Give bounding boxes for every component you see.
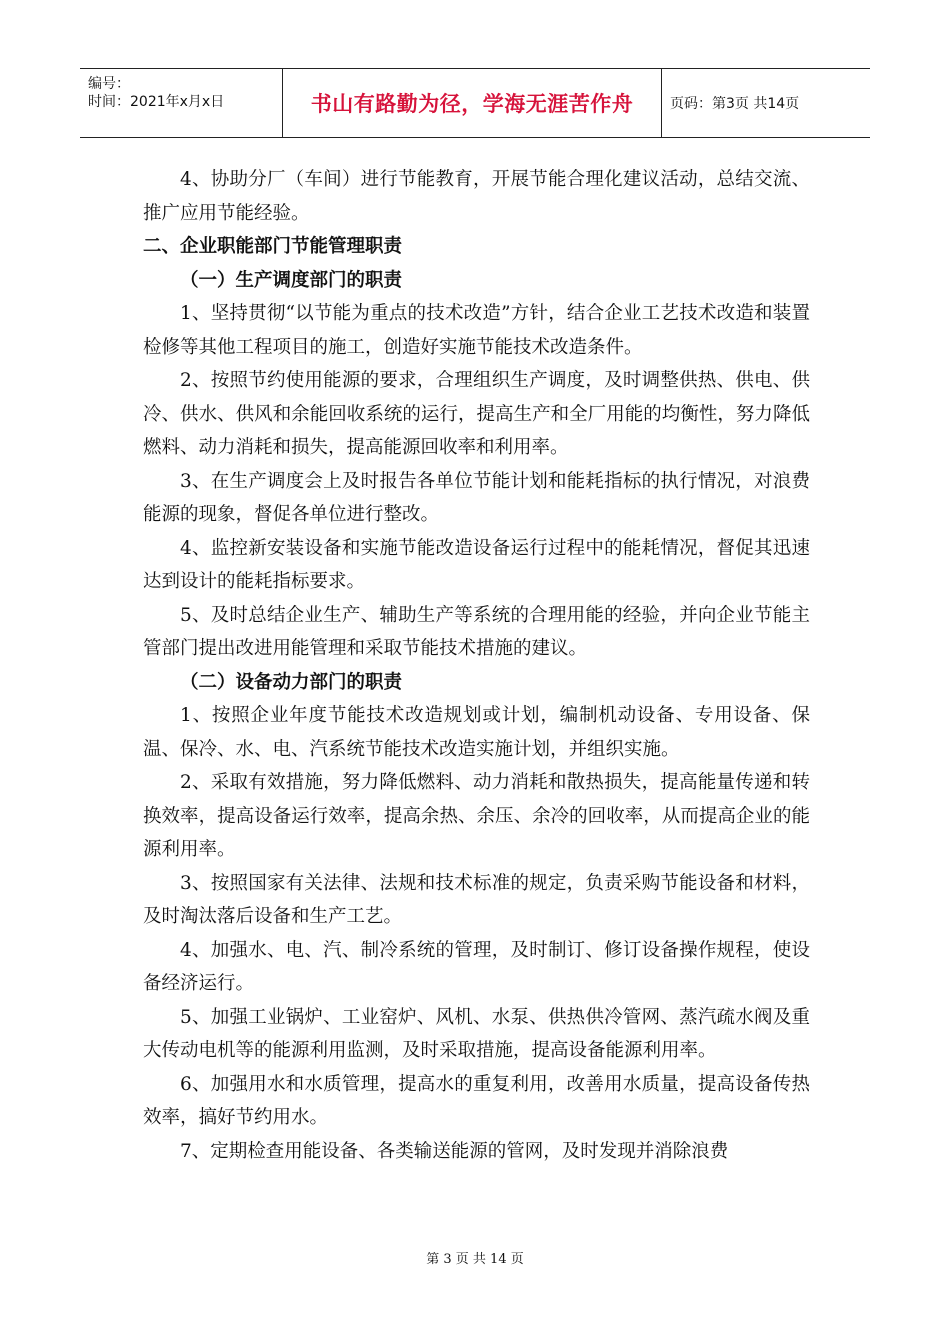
document-number-label: 编号： (88, 76, 130, 92)
paragraph: 5、及时总结企业生产、辅助生产等系统的合理用能的经验，并向企业节能主管部门提出改进用能管理和采取节能技术措施的建议。 (143, 604, 810, 659)
paragraph: 1、坚持贯彻“以节能为重点的技术改造”方针，结合企业工艺技术改造和装置检修等其他工程项目的施工，创造好实施节能技术改造条件。 (143, 303, 810, 358)
subsection-heading: （二）设备动力部门的职责 (180, 671, 403, 693)
header-motto: 书山有路勤为径，学海无涯苦作舟 (310, 92, 634, 116)
paragraph: 3、在生产调度会上及时报告各单位节能计划和能耗指标的执行情况，对浪费能源的现象，督促各单位进行整改。 (143, 470, 810, 525)
paragraph: 4、监控新安装设备和实施节能改造设备运行过程中的能耗情况，督促其迅速达到设计的能耗指标要求。 (143, 537, 810, 592)
header-page-info: 页码：第3页 共14页 (670, 96, 800, 112)
paragraph: 7、定期检查用能设备、各类输送能源的管网，及时发现并消除浪费 (180, 1140, 729, 1162)
section-heading: 二、企业职能部门节能管理职责 (143, 236, 403, 257)
page-footer: 第 3 页 共 14 页 (426, 1252, 524, 1267)
document-body (143, 163, 810, 1168)
paragraph: 6、加强用水和水质管理，提高水的重复利用，改善用水质量，提高设备传热效率，搞好节约用水。 (143, 1073, 810, 1128)
header-meta-cell (80, 69, 283, 137)
header-motto-cell (283, 69, 662, 137)
paragraph: 3、按照国家有关法律、法规和技术标准的规定，负责采购节能设备和材料，及时淘汰落后设备和生产工艺。 (143, 872, 810, 927)
paragraph: 4、协助分厂（车间）进行节能教育，开展节能合理化建议活动，总结交流、推广应用节能经验。 (143, 169, 810, 224)
paragraph: 1、按照企业年度节能技术改造规划或计划，编制机动设备、专用设备、保温、保冷、水、电、汽系统节能技术改造实施计划，并组织实施。 (143, 705, 810, 760)
paragraph: 2、按照节约使用能源的要求，合理组织生产调度，及时调整供热、供电、供冷、供水、供风和余能回收系统的运行，提高生产和全厂用能的均衡性，努力降低燃料、动力消耗和损失，提高能源回收率和利用率。 (143, 370, 810, 458)
document-time-label: 时间：2021年x月x日 (88, 94, 225, 110)
header-page-cell (662, 69, 870, 137)
subsection-heading: （一）生产调度部门的职责 (180, 269, 403, 291)
paragraph: 4、加强水、电、汽、制冷系统的管理，及时制订、修订设备操作规程，使设备经济运行。 (143, 939, 810, 994)
document-header (80, 68, 870, 138)
paragraph: 5、加强工业锅炉、工业窑炉、风机、水泵、供热供冷管网、蒸汽疏水阀及重大传动电机等的能源利用监测，及时采取措施，提高设备能源利用率。 (143, 1006, 810, 1061)
paragraph: 2、采取有效措施，努力降低燃料、动力消耗和散热损失，提高能量传递和转换效率，提高设备运行效率，提高余热、余压、余冷的回收率，从而提高企业的能源利用率。 (143, 772, 810, 860)
